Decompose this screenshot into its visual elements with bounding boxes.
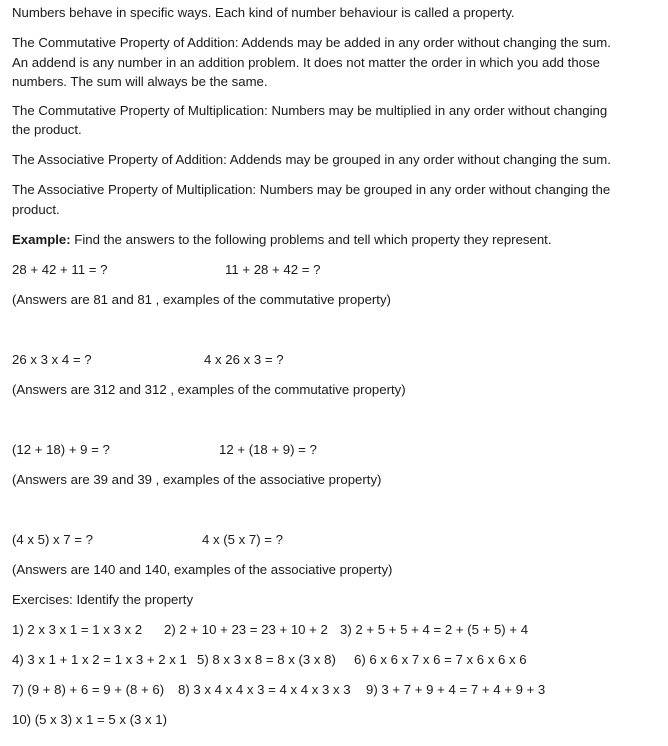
exercise-2: 2) 2 + 10 + 23 = 23 + 10 + 2 xyxy=(164,622,328,637)
exercise-3: 3) 2 + 5 + 5 + 4 = 2 + (5 + 5) + 4 xyxy=(340,622,529,637)
commutative-addition-line-1: The Commutative Property of Addition: Addends may be added in any order without changing the sum. xyxy=(12,35,611,50)
example-label: Example: xyxy=(12,232,71,247)
problem-4-right: 4 x (5 x 7) = ? xyxy=(202,532,283,547)
associative-multiplication-line-2: product. xyxy=(12,202,60,217)
problem-2-left: 26 x 3 x 4 = ? xyxy=(12,352,92,367)
commutative-addition-line-2: An addend is any number in an addition problem. It does not matter the order in which you add those xyxy=(12,55,600,70)
problem-3-answer: (Answers are 39 and 39 , examples of the associative property) xyxy=(12,472,382,487)
problem-2-answer: (Answers are 312 and 312 , examples of the commutative property) xyxy=(12,382,406,397)
exercise-8: 8) 3 x 4 x 4 x 3 = 4 x 4 x 3 x 3 xyxy=(178,682,351,697)
example-text: Find the answers to the following problems and tell which property they represent. xyxy=(70,232,552,247)
exercise-1: 1) 2 x 3 x 1 = 1 x 3 x 2 xyxy=(12,622,143,637)
problem-1-right: 11 + 28 + 42 = ? xyxy=(225,262,321,277)
associative-addition-text: The Associative Property of Addition: Addends may be grouped in any order without changing the sum. xyxy=(12,152,611,167)
exercise-9: 9) 3 + 7 + 9 + 4 = 7 + 4 + 9 + 3 xyxy=(366,682,546,697)
associative-multiplication-line-1: The Associative Property of Multiplication: Numbers may be grouped in any order without changing the xyxy=(12,182,611,197)
problem-1-left: 28 + 42 + 11 = ? xyxy=(12,262,108,277)
intro-text: Numbers behave in specific ways. Each kind of number behaviour is called a property. xyxy=(12,5,515,20)
exercise-6: 6) 6 x 6 x 7 x 6 = 7 x 6 x 6 x 6 xyxy=(354,652,527,667)
exercise-5: 5) 8 x 3 x 8 = 8 x (3 x 8) xyxy=(197,652,336,667)
exercises-title: Exercises: Identify the property xyxy=(12,592,194,607)
exercise-4: 4) 3 x 1 + 1 x 2 = 1 x 3 + 2 x 1 xyxy=(12,652,187,667)
commutative-multiplication-line-2: the product. xyxy=(12,122,82,137)
problem-3-right: 12 + (18 + 9) = ? xyxy=(219,442,317,457)
commutative-multiplication-line-1: The Commutative Property of Multiplication: Numbers may be multiplied in any order without changing xyxy=(12,103,608,118)
problem-4-answer: (Answers are 140 and 140, examples of the associative property) xyxy=(12,562,393,577)
problem-4-left: (4 x 5) x 7 = ? xyxy=(12,532,93,547)
problem-3-left: (12 + 18) + 9 = ? xyxy=(12,442,110,457)
example-line xyxy=(12,231,552,249)
problem-1-answer: (Answers are 81 and 81 , examples of the commutative property) xyxy=(12,292,391,307)
exercise-10: 10) (5 x 3) x 1 = 5 x (3 x 1) xyxy=(12,712,168,727)
exercise-7: 7) (9 + 8) + 6 = 9 + (8 + 6) xyxy=(12,682,165,697)
commutative-addition-line-3: numbers. The sum will always be the same. xyxy=(12,74,268,89)
problem-2-right: 4 x 26 x 3 = ? xyxy=(204,352,284,367)
